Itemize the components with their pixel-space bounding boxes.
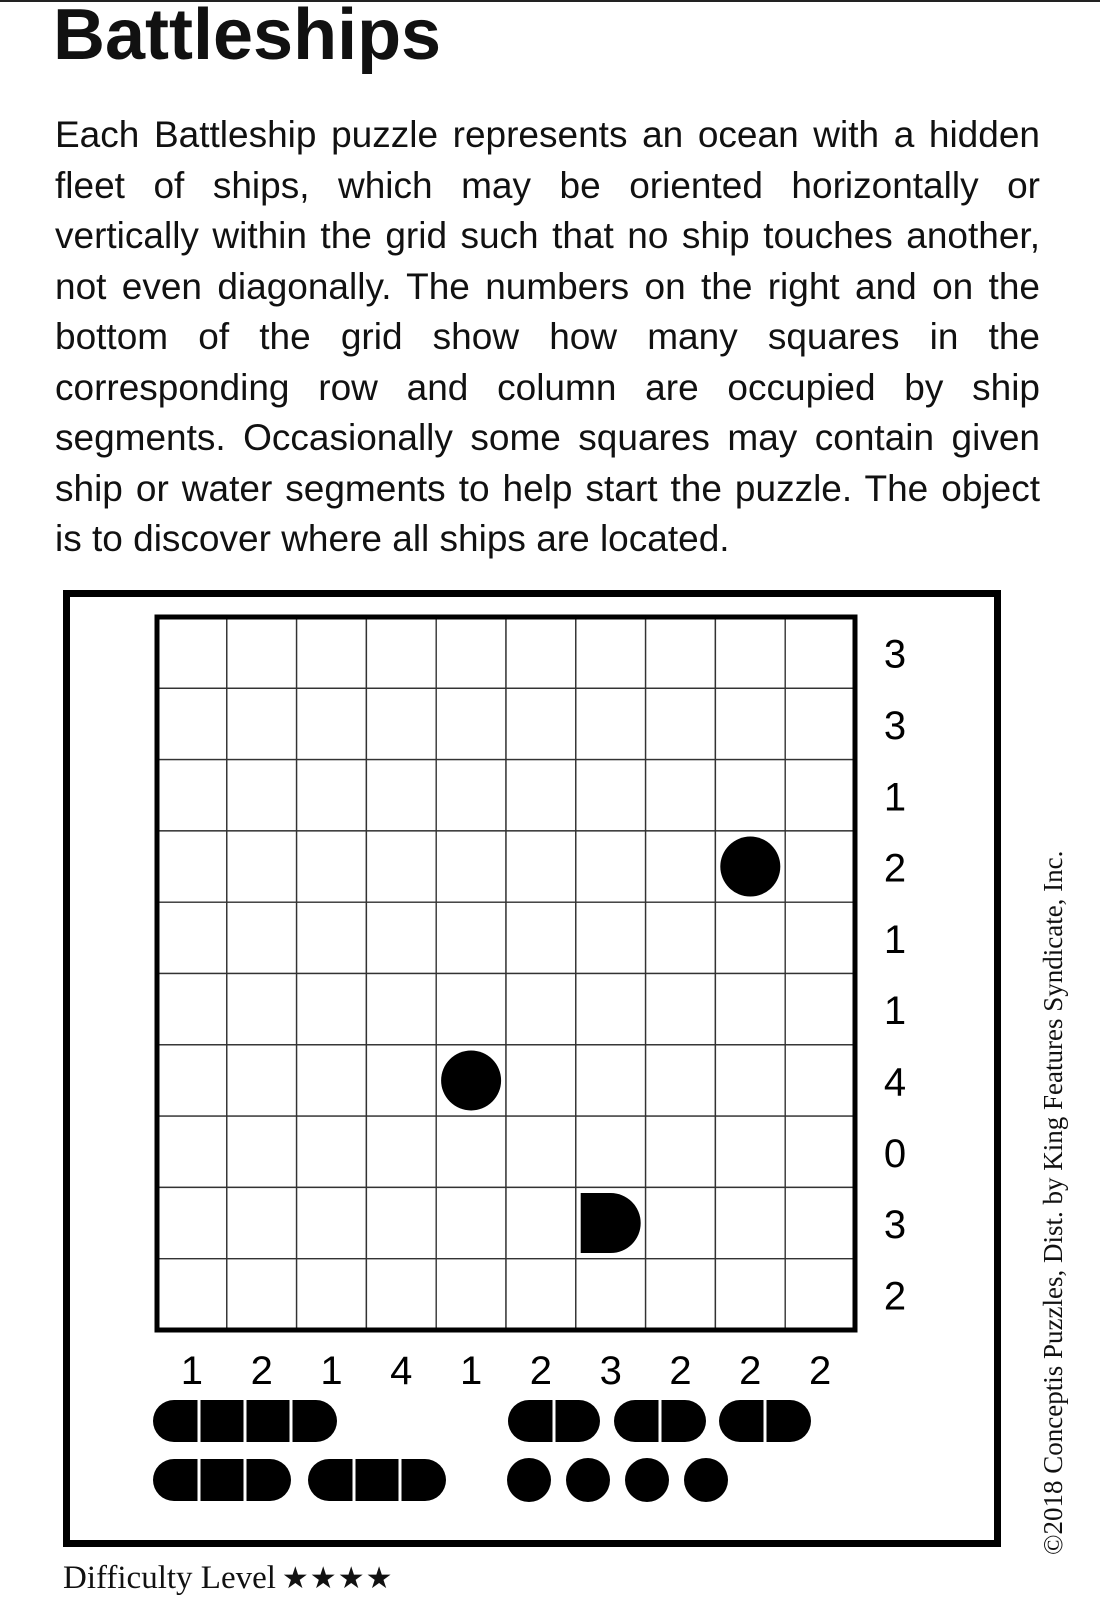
row-clue: 2 [883, 1274, 907, 1319]
row-clue: 4 [883, 1060, 907, 1105]
column-clue: 1 [180, 1349, 204, 1393]
row-clue: 1 [883, 917, 907, 962]
column-clue: 1 [459, 1349, 483, 1393]
row-clue: 1 [883, 775, 907, 820]
column-clue: 2 [669, 1349, 692, 1393]
difficulty-stars: ★★★★ [281, 1561, 394, 1596]
row-clue: 3 [883, 632, 907, 677]
column-clue: 2 [529, 1349, 553, 1393]
row-clue: 2 [883, 846, 907, 891]
column-clue: 4 [390, 1349, 413, 1393]
instructions-text: Each Battleship puzzle represents an ocean with a hidden fleet of ships, which may be oriented horizontally or vertically within the grid such that no ship touches another, not even diagonally. The numbers on the right and on the bottom of the grid show how many squares in the corresponding row and column are occupied by ship segments. Occasionally some squares may contain given ship or water segments to help start the puzzle. The object is to discover where all ships are located. [55, 114, 1040, 559]
row-clue: 3 [883, 1203, 907, 1248]
column-clue: 1 [320, 1349, 343, 1393]
puzzle-frame [63, 590, 1001, 1547]
column-clue: 3 [599, 1349, 622, 1393]
difficulty-label: Difficulty Level [63, 1560, 276, 1596]
difficulty-rating [63, 1560, 393, 1597]
row-clue: 0 [883, 1131, 907, 1176]
puzzle-title: Battleships [53, 0, 442, 75]
row-clue: 3 [883, 703, 907, 748]
row-clue: 1 [883, 989, 907, 1034]
column-clue: 2 [808, 1349, 832, 1393]
copyright-notice: ©2018 Conceptis Puzzles, Dist. by King Features Syndicate, Inc. [1038, 850, 1068, 1555]
column-clue: 2 [739, 1349, 762, 1393]
column-clue: 2 [250, 1349, 273, 1393]
